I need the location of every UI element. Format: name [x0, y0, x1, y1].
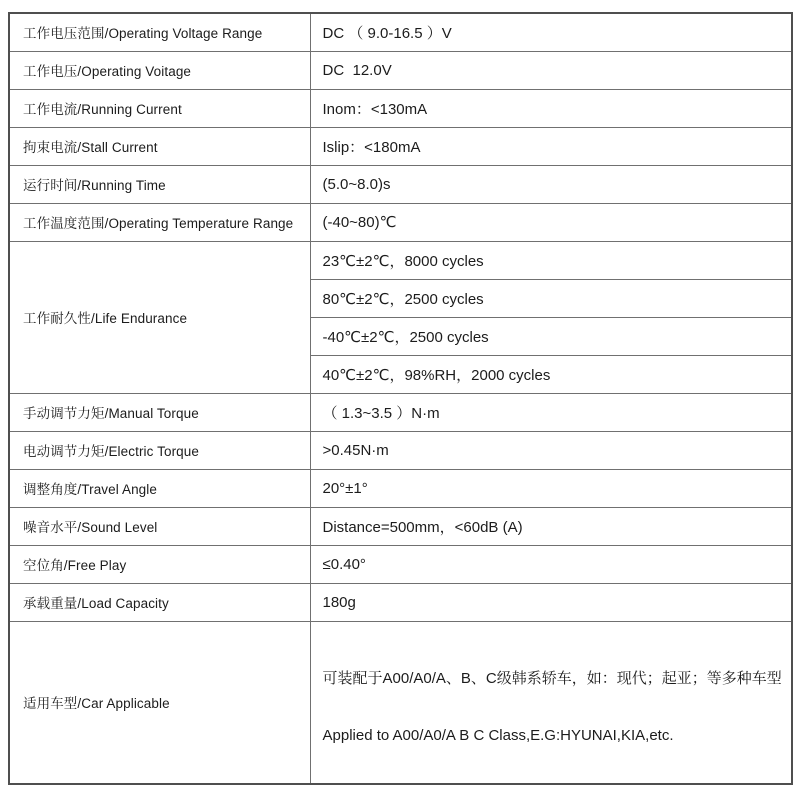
spec-label-free-play: 空位角/Free Play [9, 545, 310, 583]
car-applicable-line-cn: 可装配于A00/A0/A、B、C级韩系轿车，如：现代；起亚；等多种车型 [322, 669, 782, 687]
table-row [9, 203, 792, 241]
spec-value-stall-current: Islip：<180mA [310, 127, 792, 165]
spec-value-electric-torque: >0.45N·m [310, 431, 792, 469]
spec-label-operating-voltage: 工作电压/Operating Voitage [9, 51, 310, 89]
table-row [9, 393, 792, 431]
spec-value-running-current: Inom：<130mA [310, 89, 792, 127]
spec-label-operating-temperature-range: 工作温度范围/Operating Temperature Range [9, 203, 310, 241]
table-row [9, 545, 792, 583]
table-row [9, 51, 792, 89]
spec-value-sound-level: Distance=500mm，<60dB (A) [310, 507, 792, 545]
spec-label-travel-angle: 调整角度/Travel Angle [9, 469, 310, 507]
spec-value-load-capacity: 180g [310, 583, 792, 621]
spec-table [8, 12, 793, 785]
spec-value-operating-temperature-range: (-40~80)℃ [310, 203, 792, 241]
spec-label-life-endurance: 工作耐久性/Life Endurance [9, 241, 310, 393]
spec-label-operating-voltage-range: 工作电压范围/Operating Voltage Range [9, 13, 310, 51]
spec-label-manual-torque: 手动调节力矩/Manual Torque [9, 393, 310, 431]
spec-label-stall-current: 拘束电流/Stall Current [9, 127, 310, 165]
spec-value-free-play: ≤0.40° [310, 545, 792, 583]
table-row [9, 13, 792, 51]
table-row [9, 127, 792, 165]
spec-value-life-endurance-23c: 23℃±2℃，8000 cycles [310, 241, 792, 279]
spec-value-manual-torque: （ 1.3~3.5 ）N·m [310, 393, 792, 431]
spec-label-electric-torque: 电动调节力矩/Electric Torque [9, 431, 310, 469]
spec-label-running-current: 工作电流/Running Current [9, 89, 310, 127]
table-row [9, 165, 792, 203]
spec-label-running-time: 运行时间/Running Time [9, 165, 310, 203]
spec-value-life-endurance-40c-rh: 40℃±2℃，98%RH，2000 cycles [310, 355, 792, 393]
table-row [9, 469, 792, 507]
spec-value-car-applicable [310, 621, 792, 784]
table-row [9, 431, 792, 469]
spec-value-running-time: (5.0~8.0)s [310, 165, 792, 203]
table-row [9, 507, 792, 545]
table-row [9, 621, 792, 784]
spec-label-car-applicable: 适用车型/Car Applicable [9, 621, 310, 784]
spec-value-operating-voltage-range: DC （ 9.0-16.5 ）V [310, 13, 792, 51]
spec-label-load-capacity: 承载重量/Load Capacity [9, 583, 310, 621]
table-row [9, 583, 792, 621]
spec-value-life-endurance-80c: 80℃±2℃，2500 cycles [310, 279, 792, 317]
spec-value-operating-voltage: DC 12.0V [310, 51, 792, 89]
spec-value-life-endurance-minus40c: -40℃±2℃，2500 cycles [310, 317, 792, 355]
spec-label-sound-level: 噪音水平/Sound Level [9, 507, 310, 545]
spec-value-travel-angle: 20°±1° [310, 469, 792, 507]
car-applicable-line-en: Applied to A00/A0/A B C Class,E.G:HYUNAI,KIA,etc. [322, 726, 674, 744]
table-row [9, 241, 792, 279]
table-row [9, 89, 792, 127]
